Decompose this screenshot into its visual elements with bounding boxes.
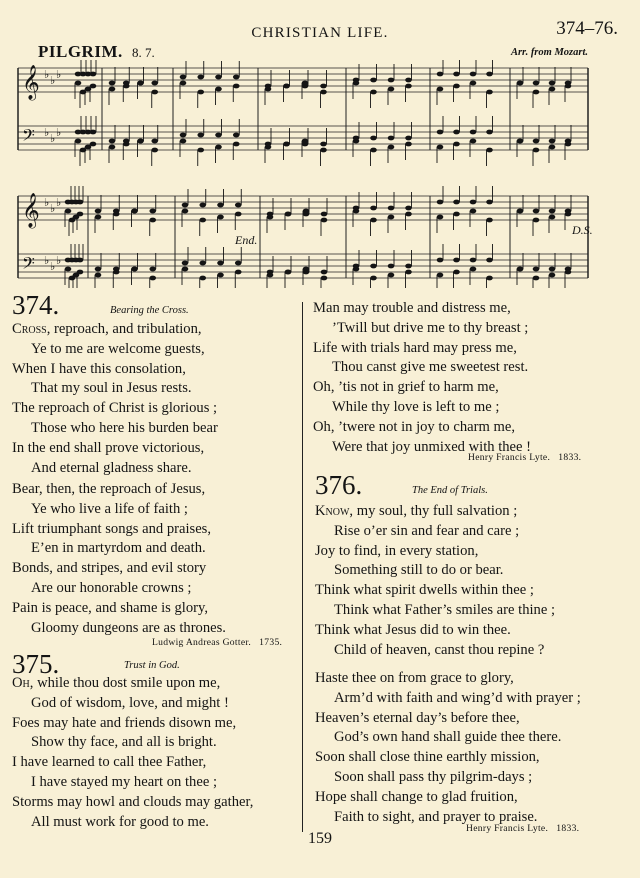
verse-line: Child of heaven, canst thou repine ?: [334, 641, 545, 658]
verse-line: And eternal gladness share.: [31, 459, 192, 476]
hymn-374-number: 374.: [12, 290, 60, 320]
svg-text:♭: ♭: [56, 197, 62, 209]
verse-line: Faith to sight, and prayer to praise.: [334, 808, 538, 825]
hymn-375-author: Henry Francis Lyte. 1833.: [468, 452, 582, 463]
verse-line: The reproach of Christ is glorious ;: [12, 400, 218, 417]
verse-line: Man may trouble and distress me,: [313, 300, 511, 316]
verse-line: Gloomy dungeons are as thrones.: [31, 619, 226, 636]
ds-mark: D.S.: [572, 223, 593, 237]
verse-line: Soon shall close thine earthly mission,: [315, 749, 540, 766]
page-number: 159: [308, 830, 332, 847]
hymn-376-number: 376.: [315, 470, 363, 500]
svg-text:♭: ♭: [50, 133, 56, 145]
verse-line: Are our honorable crowns ;: [31, 580, 192, 596]
verse-line: Oh, ’twere not in joy to charm me,: [313, 418, 515, 435]
verse-line: Hope shall change to glad fruition,: [315, 788, 518, 805]
svg-text:♭: ♭: [50, 75, 56, 87]
verse-line: Know, my soul, thy full salvation ;: [315, 503, 518, 519]
verse-line: Haste thee on from grace to glory,: [315, 670, 514, 686]
svg-text:♭: ♭: [50, 203, 56, 215]
svg-text:♭: ♭: [44, 127, 50, 139]
hymn-375-number: 375.: [12, 649, 60, 679]
running-header-title: CHRISTIAN LIFE.: [251, 25, 389, 41]
hymn-376-author: Henry Francis Lyte. 1833.: [466, 823, 580, 834]
verse-line: While thy love is left to me ;: [332, 399, 500, 415]
svg-text:♭: ♭: [56, 69, 62, 81]
svg-text:𝄞: 𝄞: [22, 193, 40, 228]
verse-line: Thou canst give me sweetest rest.: [332, 359, 529, 376]
verse-line: Show thy face, and all is bright.: [31, 734, 217, 751]
verse-line: Bear, then, the reproach of Jesus,: [12, 481, 206, 497]
tune-meter: 8. 7.: [132, 45, 155, 60]
svg-text:𝄢: 𝄢: [22, 125, 35, 149]
hymn-number-range: 374–76.: [556, 18, 618, 39]
verse-line: I have stayed my heart on thee ;: [31, 774, 217, 790]
music-score: [10, 60, 610, 288]
verse-line: Heaven’s eternal day’s before thee,: [315, 709, 520, 726]
verse-line: Soon shall pass thy pilgrim-days ;: [334, 769, 533, 785]
verse-line: Something still to do or bear.: [334, 562, 504, 579]
verse-line: In the end shall prove victorious,: [12, 439, 205, 456]
hymn-374-subtitle: Bearing the Cross.: [110, 305, 189, 316]
verse-line: Pain is peace, and shame is glory,: [12, 599, 209, 616]
svg-text:♭: ♭: [56, 127, 62, 139]
verse-line: Bonds, and stripes, and evil story: [12, 560, 207, 577]
verse-line: Lift triumphant songs and praises,: [12, 520, 212, 537]
verse-line: Foes may hate and friends disown me,: [12, 714, 237, 731]
verse-line: Ye who live a life of faith ;: [31, 500, 188, 517]
verse-line: Ye to me are welcome guests,: [31, 340, 205, 357]
hymn-374-author: Ludwig Andreas Gotter. 1735.: [152, 637, 283, 648]
hymn-376-subtitle: The End of Trials.: [412, 485, 488, 496]
svg-text:♭: ♭: [44, 197, 50, 209]
tune-name: PILGRIM.: [38, 42, 123, 61]
verse-line: Storms may howl and clouds may gather,: [12, 793, 254, 810]
verse-line: Oh, ’tis not in grief to harm me,: [313, 379, 499, 396]
verse-line: All must work for good to me.: [31, 813, 209, 830]
verse-line: God of wisdom, love, and might !: [31, 694, 229, 711]
verse-line: Think what Jesus did to win thee.: [315, 621, 511, 638]
column-divider: [302, 302, 303, 832]
svg-text:♭: ♭: [50, 261, 56, 273]
svg-text:𝄢: 𝄢: [22, 253, 35, 277]
hymn-375-subtitle: Trust in God.: [124, 660, 180, 671]
verse-line: That my soul in Jesus rests.: [31, 380, 192, 397]
verse-line: Oh, while thou dost smile upon me,: [12, 675, 221, 691]
svg-text:♭: ♭: [56, 255, 62, 267]
verse-line: Arm’d with faith and wing’d with prayer ;: [334, 689, 581, 706]
verse-line: I have learned to call thee Father,: [12, 754, 207, 771]
svg-text:♭: ♭: [44, 255, 50, 267]
verse-line: Rise o’er sin and fear and care ;: [334, 522, 520, 539]
svg-text:♭: ♭: [44, 69, 50, 81]
staff-lines: [18, 68, 588, 278]
verse-line: Were that joy unmixed with thee !: [332, 438, 532, 455]
verse-line: ’Twill but drive me to thy breast ;: [332, 319, 529, 336]
verse-line: Think what spirit dwells within thee ;: [315, 582, 534, 599]
verse-line: When I have this consolation,: [12, 360, 186, 377]
verse-line: Those who here his burden bear: [31, 420, 218, 436]
verse-line: Think what Father’s smiles are thine ;: [334, 602, 556, 618]
verse-line: Cross, reproach, and tribulation,: [12, 321, 202, 337]
end-mark: End.: [235, 233, 258, 247]
verse-line: Life with trials hard may press me,: [313, 339, 517, 356]
arranger-credit: Arr. from Mozart.: [510, 47, 588, 58]
verse-line: E’en in martyrdom and death.: [31, 540, 206, 557]
verse-line: Joy to find, in every station,: [315, 542, 479, 559]
verse-line: God’s own hand shall guide thee there.: [334, 729, 562, 746]
svg-text:𝄞: 𝄞: [22, 65, 40, 100]
